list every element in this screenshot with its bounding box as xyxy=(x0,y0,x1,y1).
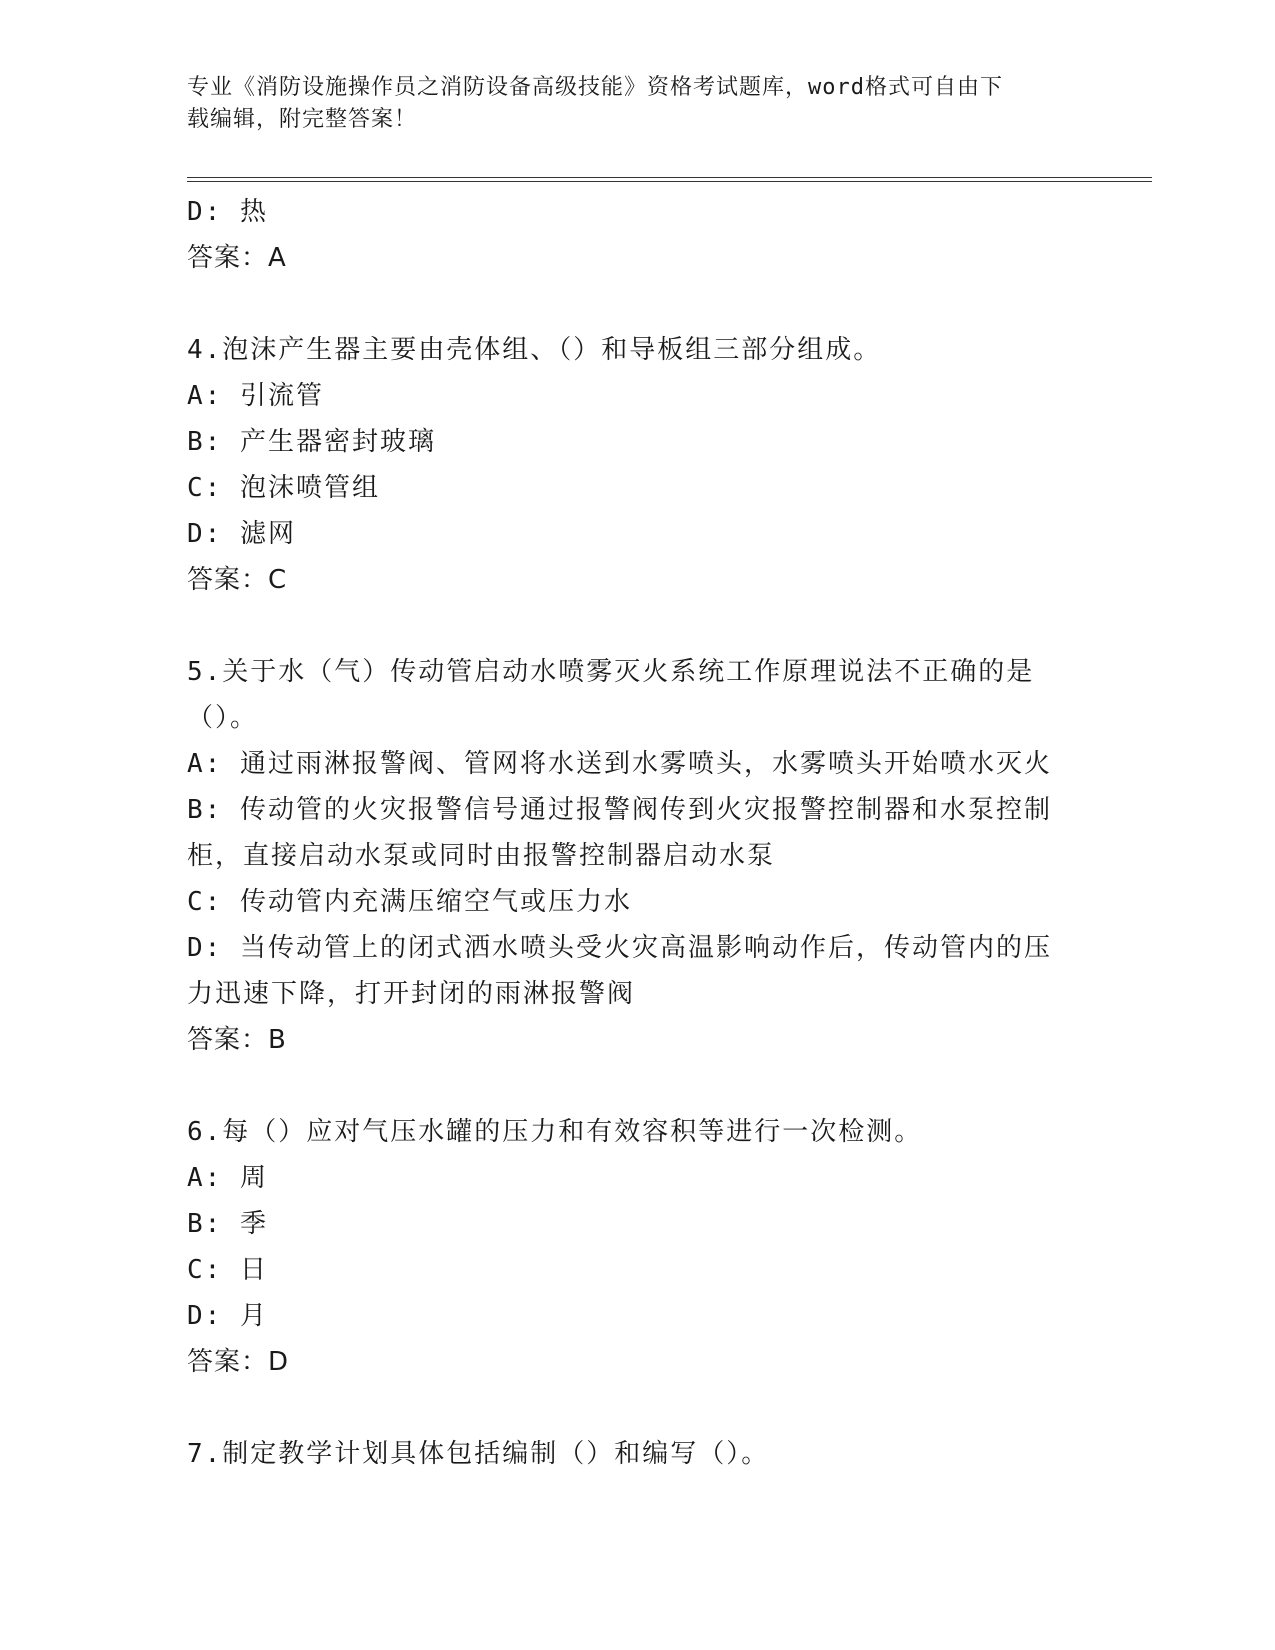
header-line-1: 专业《消防设施操作员之消防设备高级技能》资格考试题库，word格式可自由下 xyxy=(187,75,1003,100)
question-4 xyxy=(187,327,1087,603)
option-a: A: 通过雨淋报警阀、管网将水送到水雾喷头，水雾喷头开始喷水灭火 xyxy=(187,749,1052,779)
option-b: B: 季 xyxy=(187,1209,268,1239)
option-a: A: 引流管 xyxy=(187,381,324,411)
spacer xyxy=(187,603,1087,649)
option-d: D: 热 xyxy=(187,197,268,227)
answer: 答案：C xyxy=(187,565,288,595)
spacer xyxy=(187,281,1087,327)
option-d: D: 月 xyxy=(187,1301,268,1331)
option-d: D: 滤网 xyxy=(187,519,296,549)
question-stem: 6.每（）应对气压水罐的压力和有效容积等进行一次检测。 xyxy=(187,1117,923,1147)
answer: 答案：D xyxy=(187,1347,290,1377)
question-stem-line-1: 5.关于水（气）传动管启动水喷雾灭火系统工作原理说法不正确的是 xyxy=(187,657,1035,687)
question-5 xyxy=(187,649,1087,1063)
question-6 xyxy=(187,1109,1087,1385)
option-b-line-2: 柜，直接启动水泵或同时由报警控制器启动水泵 xyxy=(187,841,776,871)
option-b-line-1: B: 传动管的火灾报警信号通过报警阀传到火灾报警控制器和水泵控制 xyxy=(187,795,1052,825)
header-line-2: 载编辑，附完整答案！ xyxy=(187,107,418,132)
spacer xyxy=(187,1063,1087,1109)
option-a: A: 周 xyxy=(187,1163,268,1193)
question-stem: 7.制定教学计划具体包括编制（）和编写（）。 xyxy=(187,1439,770,1469)
option-c: C: 泡沫喷管组 xyxy=(187,473,380,503)
option-d-line-1: D: 当传动管上的闭式洒水喷头受火灾高温影响动作后，传动管内的压 xyxy=(187,933,1052,963)
header-divider xyxy=(187,177,1152,182)
answer: 答案：B xyxy=(187,1025,287,1055)
option-d-line-2: 力迅速下降，打开封闭的雨淋报警阀 xyxy=(187,979,636,1009)
question-list xyxy=(187,189,1087,1477)
option-c: C: 日 xyxy=(187,1255,268,1285)
question-7 xyxy=(187,1431,1087,1477)
option-b: B: 产生器密封玻璃 xyxy=(187,427,436,457)
page-header xyxy=(187,72,1087,136)
question-stem: 4.泡沫产生器主要由壳体组、（）和导板组三部分组成。 xyxy=(187,335,882,365)
answer: 答案：A xyxy=(187,243,287,273)
question-3-tail xyxy=(187,189,1087,281)
question-stem-line-2: （）。 xyxy=(187,703,259,733)
option-c: C: 传动管内充满压缩空气或压力水 xyxy=(187,887,632,917)
spacer xyxy=(187,1385,1087,1431)
